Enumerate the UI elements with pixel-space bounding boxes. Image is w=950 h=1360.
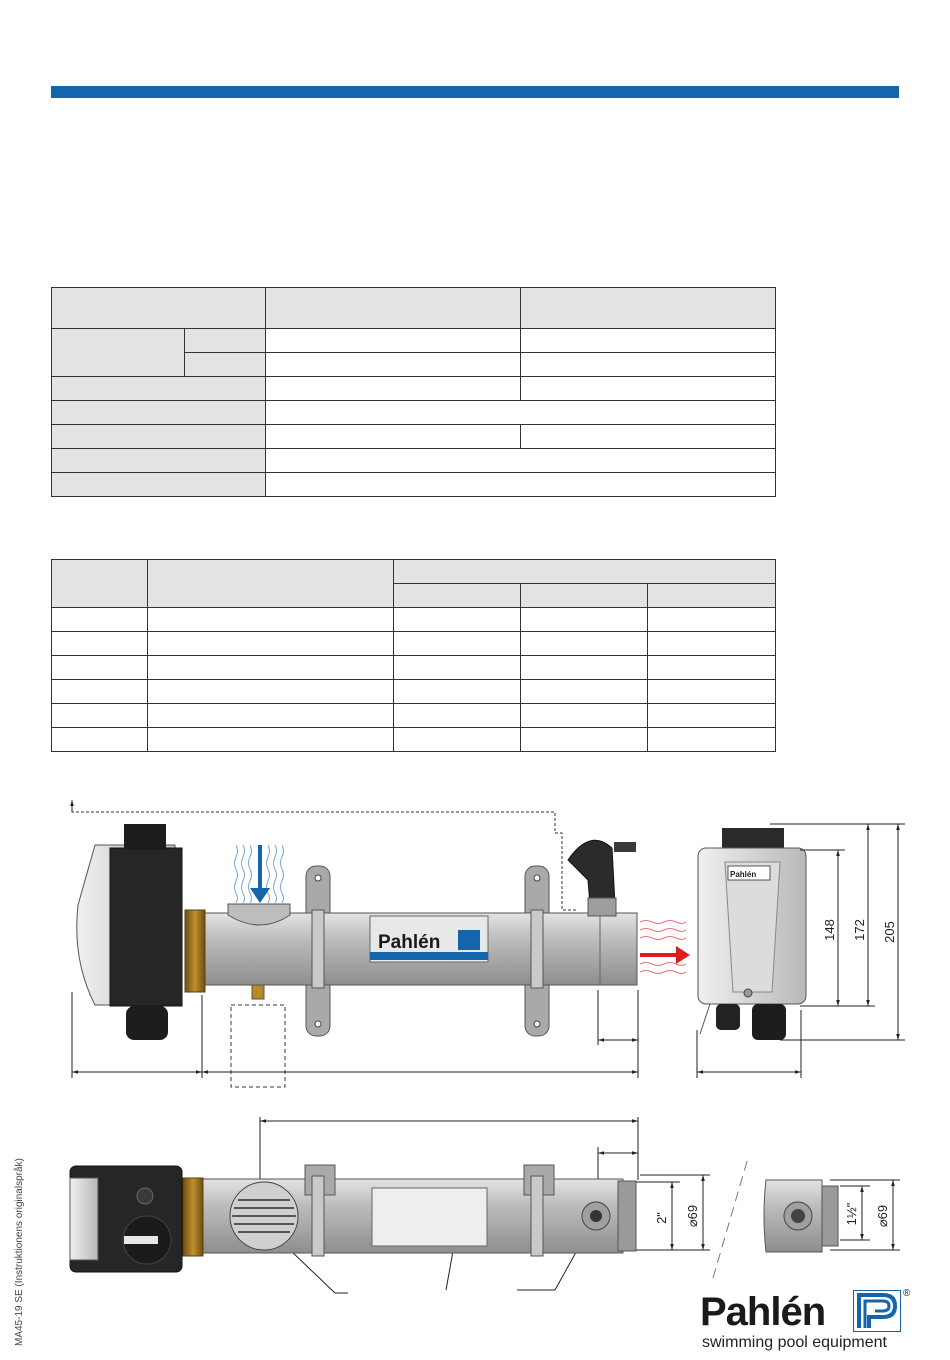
front-view xyxy=(697,824,905,1078)
dimension-dia69-inlet: ⌀69 xyxy=(685,1204,700,1228)
registered-mark: ® xyxy=(903,1288,911,1299)
brand-plate-text: Pahlén xyxy=(378,932,441,953)
front-box-door xyxy=(725,862,780,992)
water-outlet-waves xyxy=(640,921,686,974)
control-box xyxy=(110,848,182,1006)
brand-p-icon xyxy=(853,1290,901,1332)
side-view xyxy=(72,800,690,1087)
dimension-1-5in: 1½" xyxy=(844,1202,859,1226)
service-space xyxy=(231,1005,285,1087)
front-badge-text: Pahlén xyxy=(730,870,757,879)
front-top-controls xyxy=(722,828,784,850)
dimension-2in: 2" xyxy=(654,1212,669,1224)
dimension-172: 172 xyxy=(852,919,867,941)
brass-coupling xyxy=(185,910,205,992)
brand-logo xyxy=(700,1290,915,1352)
front-cable-gland xyxy=(752,1004,786,1040)
document-reference: MA45-19 SE (Instruktionens originalspråk) xyxy=(14,1158,25,1346)
flow-sensor xyxy=(568,840,615,905)
dimension-205: 205 xyxy=(882,921,897,943)
cable-gland xyxy=(126,1006,168,1040)
water-outlet-arrow xyxy=(640,946,690,964)
top-label-plate xyxy=(372,1188,487,1246)
top-view xyxy=(70,1117,900,1293)
brand-name: Pahlén xyxy=(700,1290,826,1334)
thermostat-knob xyxy=(124,824,166,850)
dimension-148: 148 xyxy=(822,919,837,941)
water-inlet-arrow xyxy=(250,845,270,903)
brand-plate-mark xyxy=(458,930,480,950)
brand-tagline: swimming pool equipment xyxy=(702,1334,887,1351)
dimension-dia69-outlet: ⌀69 xyxy=(875,1204,890,1228)
